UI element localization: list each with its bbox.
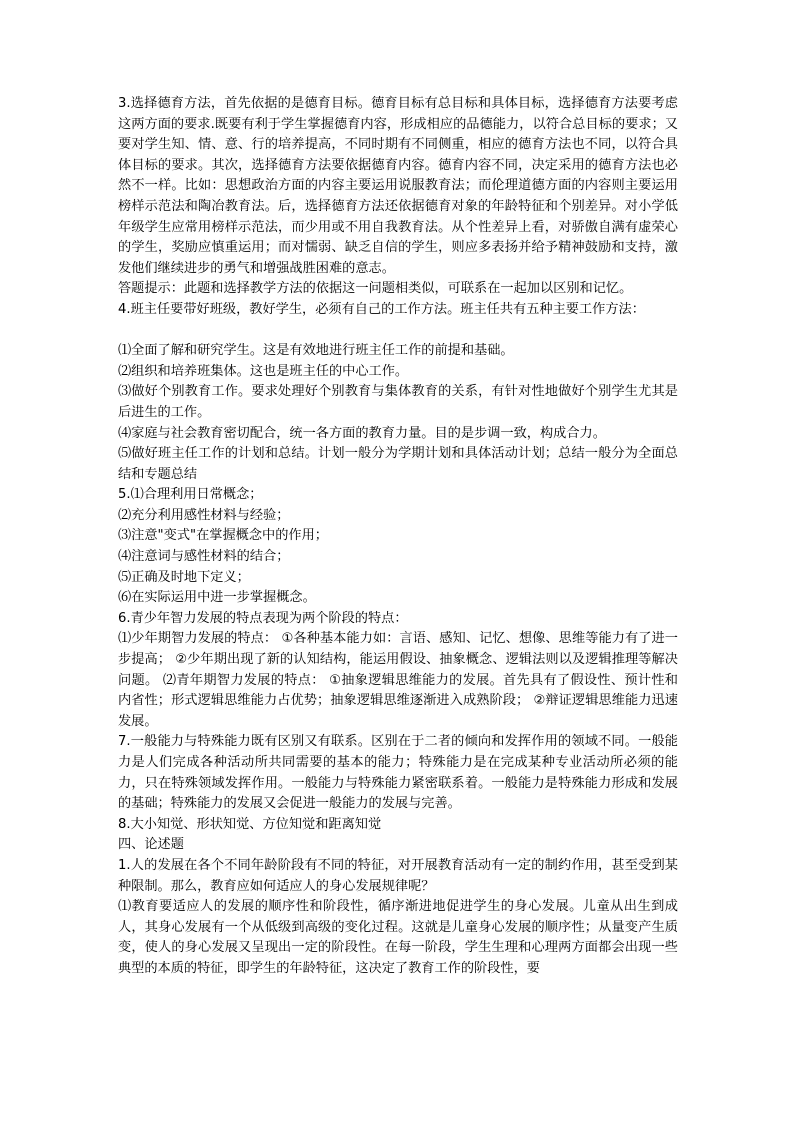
paragraph-q8-perception: 8.大小知觉、形状知觉、方位知觉和距离知觉 — [118, 816, 382, 832]
document-page — [118, 94, 678, 980]
paragraph-essay-q1: 1.人的发展在各个不同年龄阶段有不同的特征，对开展教育活动有一定的制约作用，甚至受到某种限制。那么，教育应如何适应人的身心发展规律呢？ — [118, 857, 678, 894]
paragraph-q6-stages: ⑴少年期智力发展的特点： ①各种基本能力如：言语、感知、记忆、想像、思维等能力有了进一步提高； ②少年期出现了新的认知结构，能运用假设、抽象概念、逻辑法则以及逻辑推理等解决问题。 ⑵青年期智力发展的特点： ①抽象逻辑思维能力的发展。首先具有了假设性、预计性和内省性；形式逻辑思维能力占优势；抽象逻辑思维逐渐进入成熟阶段； ②辩证逻辑思维能力迅速发展。 — [118, 631, 678, 729]
paragraph-q4-item-4: ⑷家庭与社会教育密切配合，统一各方面的教育力量。目的是步调一致，构成合力。 — [118, 425, 606, 441]
blank-line — [118, 321, 678, 342]
paragraph-q5-item-6: ⑹在实际运用中进一步掌握概念。 — [118, 590, 316, 606]
paragraph-essay-q1-point-1: ⑴教育要适应人的发展的顺序性和阶段性，循序渐进地促进学生的身心发展。儿童从出生到成人，其身心发展有一个从低级到高级的变化过程。这就是儿童身心发展的顺序性；从量变产生质变，使人的身心发展又呈现出一定的阶段性。在每一阶段，学生生理和心理两方面都会出现一些典型的本质的特征，即学生的年龄特征，这决定了教育工作的阶段性，要 — [118, 899, 678, 976]
paragraph-q5-item-1: 5.⑴合理利用日常概念； — [118, 487, 263, 503]
paragraph-q5-item-4: ⑷注意词与感性材料的结合； — [118, 549, 290, 565]
paragraph-q5-item-2: ⑵充分利用感性材料与经验； — [118, 507, 290, 523]
paragraph-q4-head-teacher: 4.班主任要带好班级，教好学生，必须有自己的工作方法。班主任共有五种主要工作方法： — [118, 301, 645, 317]
paragraph-q4-item-1: ⑴全面了解和研究学生。这是有效地进行班主任工作的前提和基础。 — [118, 343, 514, 359]
paragraph-q7-abilities: 7.一般能力与特殊能力既有区别又有联系。区别在于二者的倾向和发挥作用的领域不同。一般能力是人们完成各种活动所共同需要的基本的能力；特殊能力是在完成某种专业活动所必须的能力，只在特殊领域发挥作用。一般能力与特殊能力紧密联系着。一般能力是特殊能力形成和发展的基础；特殊能力的发展又会促进一般能力的发展与完善。 — [118, 734, 678, 812]
paragraph-q4-item-5: ⑸做好班主任工作的计划和总结。计划一般分为学期计划和具体活动计划；总结一般分为全面总结和专题总结 — [118, 446, 678, 482]
paragraph-q4-item-2: ⑵组织和培养班集体。这也是班主任的中心工作。 — [118, 363, 409, 379]
paragraph-answer-hint: 答题提示：此题和选择教学方法的依据这一问题相类似，可联系在一起加以区别和记忆。 — [118, 281, 633, 297]
paragraph-q4-item-3: ⑶做好个别教育工作。要求处理好个别教育与集体教育的关系，有针对性地做好个别学生尤其是后进生的工作。 — [118, 384, 678, 420]
section-heading-essay: 四、论述题 — [118, 837, 184, 853]
paragraph-q5-item-5: ⑸正确及时地下定义； — [118, 569, 250, 585]
paragraph-q5-item-3: ⑶注意"变式"在掌握概念中的作用； — [118, 528, 328, 544]
paragraph-q6-intro: 6.青少年智力发展的特点表现为两个阶段的特点： — [118, 610, 408, 626]
paragraph-q3-moral-methods: 3.选择德育方法，首先依据的是德育目标。德育目标有总目标和具体目标，选择德育方法要考虑这两方面的要求.既要有利于学生掌握德育内容，形成相应的品德能力，以符合总目标的要求；又要对学生知、情、意、行的培养提高，不同时期有不同侧重，相应的德育方法也不同，以符合具体目标的要求。其次，选择德育方法要依据德育内容。德育内容不同，决定采用的德育方法也必然不一样。比如：思想政治方面的内容主要运用说服教育法；而伦理道德方面的内容则主要运用榜样示范法和陶冶教育法。后，选择德育方法还依据德育对象的年龄特征和个别差异。对小学低年级学生应常用榜样示范法，而少用或不用自我教育法。从个性差异上看，对骄傲自满有虚荣心的学生，奖励应慎重运用；而对懦弱、缺乏自信的学生，则应多表扬并给予精神鼓励和支持，激发他们继续进步的勇气和增强战胜困难的意志。 — [118, 96, 678, 276]
